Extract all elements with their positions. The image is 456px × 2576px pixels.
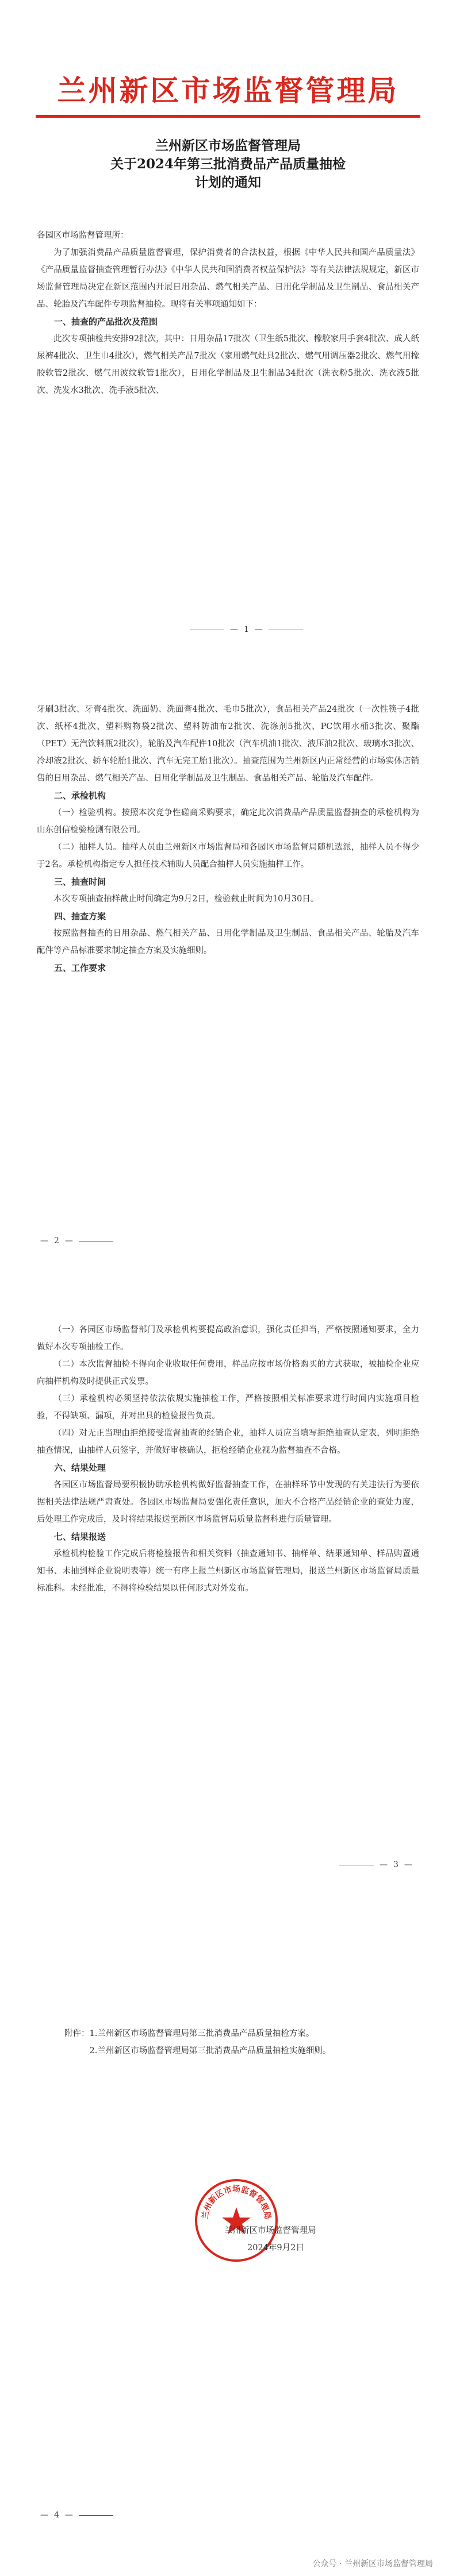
svg-text:兰州新区市场监督管理局: 兰州新区市场监督管理局 <box>200 2185 273 2220</box>
footer-bar <box>0 2551 456 2576</box>
section-7-title: 七、结果报送 <box>54 1532 106 1542</box>
salutation: 各园区市场监督管理所： <box>37 231 129 240</box>
attachment-1: 1.兰州新区市场监督管理局第三批消费品产品质量抽检方案。 <box>89 2029 315 2038</box>
section-5-item-3: （三）承检机构必须坚持依法依规实施抽检工作，严格按照相关标准要求进行时间内实施项目检验，不得缺项、漏项，并对出具的检验报告负责。 <box>37 1394 419 1421</box>
section-2-paragraph-2: （二）抽样人员。抽样人员由兰州新区市场监督局和各园区市场监督局随机选派，抽样人员不得少于2名。承检机构指定专人担任技术辅助人员配合抽样人员实施抽样工作。 <box>37 843 419 869</box>
signature-block <box>224 2222 316 2257</box>
section-5-item-4: （四）对无正当理由拒绝接受监督抽查的经销企业，抽样人员应当填写拒绝抽查认定表，列明拒绝抽查情况，由抽样人员签字，并做好审核确认，拒检经销企业视为监督抽查不合格。 <box>37 1429 419 1455</box>
attachment-2: 2.兰州新区市场监督管理局第三批消费品产品质量抽检实施细则。 <box>89 2046 331 2056</box>
section-5-title: 五、工作要求 <box>54 963 106 973</box>
page-number-4: — 4 — <box>35 2511 113 2520</box>
page-3-body <box>37 1321 419 1597</box>
section-6-title: 六、结果处理 <box>54 1463 106 1473</box>
section-4-title: 四、抽查方案 <box>54 911 106 921</box>
watermark: 公众号 · 兰州新区市场监督管理局 <box>312 2559 433 2569</box>
org-header-title: 兰州新区市场监督管理局 <box>57 74 399 107</box>
signature-date: 2024年9月2日 <box>247 2243 304 2253</box>
section-6-paragraph-1: 各园区市场监督局要积极协助承检机构做好监督抽查工作，在抽样环节中发现的有关违法行为要依据相关法律法规严肃查处。各园区市场监督局要强化责任意识，加大不合格产品经销企业的查处力度，后处理工作完成后，及时将结果报送至新区市场监督局质量监督科进行质量管理。 <box>37 1480 419 1524</box>
page-number-3: — 3 — <box>339 1860 418 1869</box>
section-2-title: 二、承检机构 <box>54 790 106 801</box>
document-title <box>0 137 456 192</box>
intro-paragraph: 为了加强消费品产品质量监督管理，保护消费者的合法权益，根据《中华人民共和国产品质量法》《产品质量监督抽查管理暂行办法》《中华人民共和国消费者权益保护法》等有关法律法规规定，新区市场监督管理局决定在新区范围内开展日用杂品、燃气相关产品、日用化学制品及卫生制品、食品相关产品、轮胎及汽车配件专项监督抽检。现将有关事项通知如下： <box>37 248 419 309</box>
page-2-body <box>37 701 419 977</box>
page-number-2: — 2 — <box>35 1236 113 1245</box>
section-2-paragraph-1: （一）检验机构。按照本次竞争性磋商采购要求，确定此次消费品产品质量监督抽查的承检机构为山东创信检验检测有限公司。 <box>37 808 419 835</box>
section-3-title: 三、抽查时间 <box>54 877 106 887</box>
section-1-paragraph-1: 此次专项抽检共安排92批次，其中：日用杂品17批次（卫生纸5批次、橡胶家用手套4批次、成人纸尿裤4批次、卫生巾4批次），燃气相关产品7批次（家用燃气灶具2批次、燃气用调压器2批次、燃气用橡胶软管2批次、燃气用波纹软管1批次），日用化学制品及卫生制品34批次（洗衣粉5批次、洗衣液5批次、洗发水3批次、洗手液5批次、 <box>37 334 419 395</box>
section-4-paragraph-1: 按照监督抽查的日用杂品、燃气相关产品、日用化学制品及卫生制品、食品相关产品、轮胎及汽车配件等产品标准要求制定抽查方案及实施细则。 <box>37 929 419 955</box>
title-line-1: 兰州新区市场监督管理局 <box>155 138 301 153</box>
header-divider <box>36 115 420 118</box>
signature-org: 兰州新区市场监督管理局 <box>224 2226 316 2235</box>
title-line-3: 计划的通知 <box>195 175 261 190</box>
attachments-block <box>37 2025 419 2060</box>
page-number-1: — 1 — <box>190 625 303 634</box>
title-line-2: 关于2024年第三批消费品产品质量抽检 <box>110 156 346 172</box>
section-1-paragraph-2: 牙刷3批次、牙膏4批次、洗面奶、洗面膏4批次、毛巾5批次），食品相关产品24批次（一次性筷子4批次、纸杯4批次、塑料购物袋2批次、塑料防油布2批次、洗涤剂5批次、PC饮用水桶3批次、聚酯（PET）无汽饮料瓶2批次），轮胎及汽车配件10批次（汽车机油1批次、液压油2批次、玻璃水3批次、冷却液2批次、轿车轮胎1批次、汽车无完工胎1批次）。抽查范围为兰州新区内正常经营的市场实体店销售的日用杂品、燃气相关产品、日用化学制品及卫生制品、食品相关产品、轮胎及汽车配件。 <box>37 705 419 783</box>
section-7-paragraph-1: 承检机构检验工作完成后将检验报告和相关资料（抽查通知书、抽样单、结果通知单、样品购置通知书、未抽到样企业说明表等）统一有序上报兰州新区市场监督管理局，报送兰州新区市场监督局质量标准科。未经批准，不得将检验结果以任何形式对外发布。 <box>37 1549 419 1593</box>
page-1-body <box>37 227 419 399</box>
section-3-paragraph-1: 本次专项抽查抽样截止时间确定为9月2日，检验截止时间为10月30日。 <box>53 894 319 904</box>
page-4-body <box>37 2025 419 2060</box>
section-5-item-2: （二）本次监督抽检不得向企业收取任何费用，样品应按市场价格购买的方式获取，被抽检企业应向抽样机构及时提供正式发票。 <box>37 1360 419 1386</box>
section-1-title: 一、抽查的产品批次及范围 <box>54 317 158 327</box>
attachments-label: 附件： <box>64 2029 90 2038</box>
section-5-item-1: （一）各园区市场监督部门及承检机构要提高政治意识，强化责任担当，严格按照通知要求，全力做好本次专项抽检工作。 <box>37 1325 419 1352</box>
